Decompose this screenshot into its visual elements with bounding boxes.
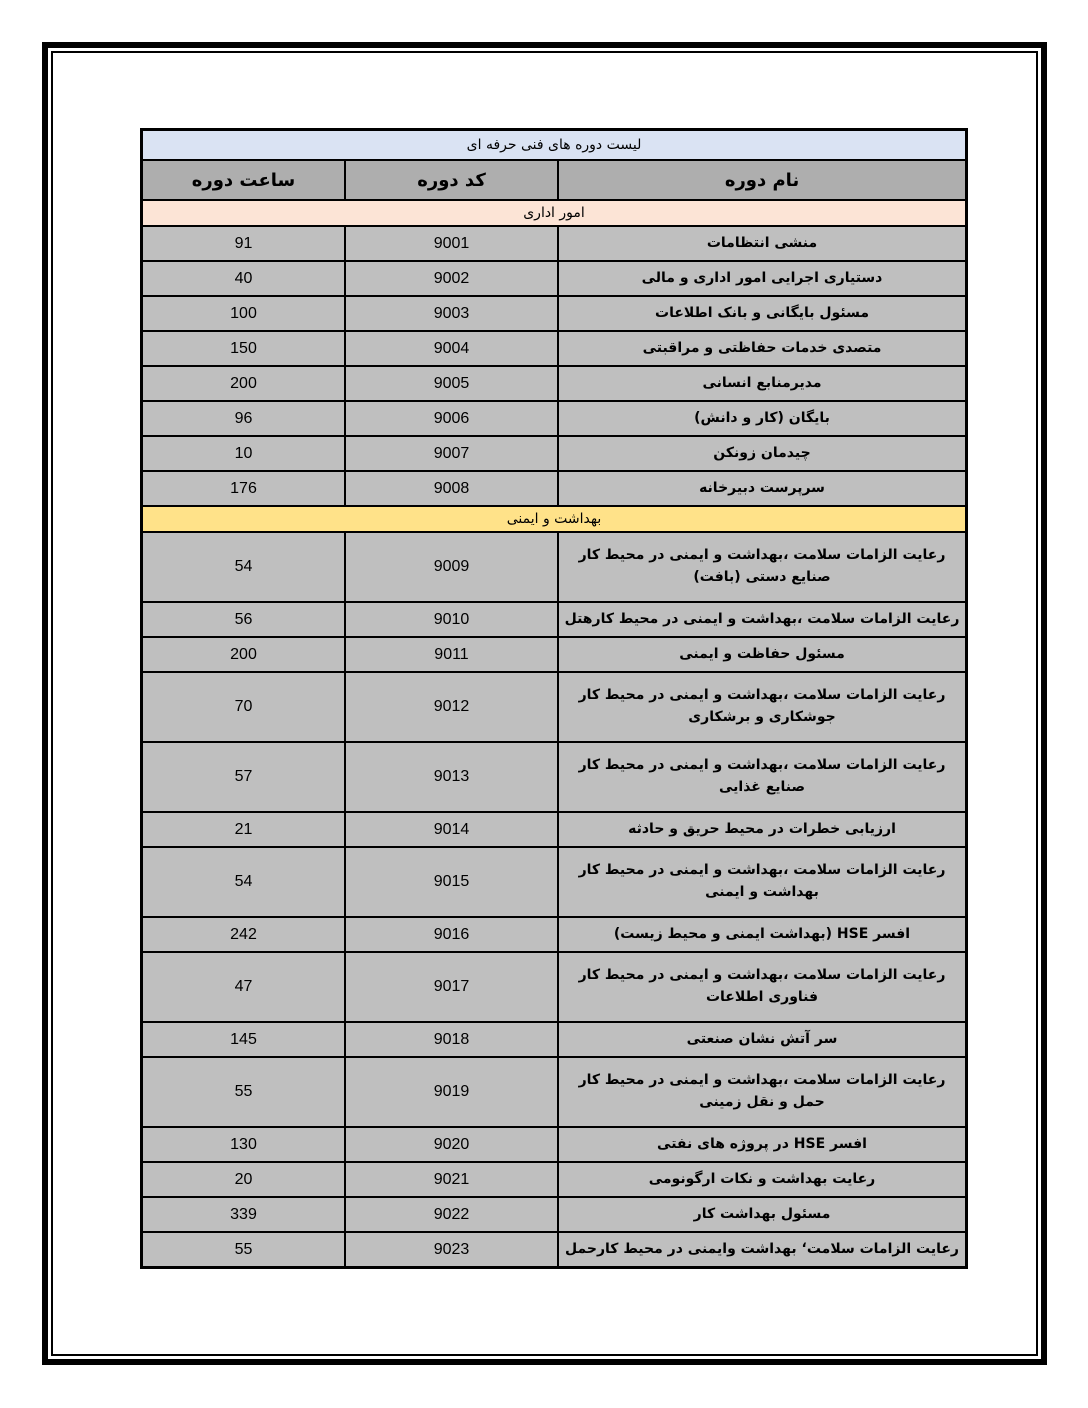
table-row <box>143 638 965 671</box>
table-row <box>143 743 965 811</box>
course-name-line-1: افسر HSE (بهداشت ایمنی و محیط زیست) <box>613 925 911 942</box>
table-row <box>143 297 965 330</box>
cell-code: 9022 <box>346 1198 557 1231</box>
cell-hours: 57 <box>143 743 344 811</box>
cell-name <box>559 297 965 330</box>
column-header-name: نام دوره <box>559 161 965 199</box>
cell-hours: 96 <box>143 402 344 435</box>
cell-hours: 339 <box>143 1198 344 1231</box>
cell-code: 9015 <box>346 848 557 916</box>
course-name-line-2: فناوری اطلاعات <box>705 989 819 1005</box>
cell-code: 9007 <box>346 437 557 470</box>
cell-hours: 200 <box>143 638 344 671</box>
cell-hours: 55 <box>143 1233 344 1266</box>
cell-code: 9016 <box>346 918 557 951</box>
cell-hours: 200 <box>143 367 344 400</box>
cell-code: 9019 <box>346 1058 557 1126</box>
course-name-line-2: جوشکاری و برشکاری <box>688 709 836 725</box>
cell-hours: 47 <box>143 953 344 1021</box>
cell-name <box>559 813 965 846</box>
section-header-label-1: بهداشت و ایمنی <box>143 507 965 531</box>
cell-hours: 20 <box>143 1163 344 1196</box>
cell-code: 9005 <box>346 367 557 400</box>
cell-name <box>559 1128 965 1161</box>
table-row <box>143 262 965 295</box>
table-row <box>143 402 965 435</box>
course-name-line-1: رعایت الزامات سلامت ،بهداشت و ایمنی در محیط کار <box>578 547 946 564</box>
course-name-line-1: ارزیابی خطرات در محیط حریق و حادثه <box>628 820 896 837</box>
cell-hours: 100 <box>143 297 344 330</box>
cell-name <box>559 1198 965 1231</box>
cell-name <box>559 227 965 260</box>
cell-code: 9003 <box>346 297 557 330</box>
cell-name <box>559 673 965 741</box>
course-name-line-1: دستیاری اجرایی امور اداری و مالی <box>641 269 883 286</box>
cell-name <box>559 603 965 636</box>
table-row <box>143 848 965 916</box>
table-row <box>143 953 965 1021</box>
cell-code: 9017 <box>346 953 557 1021</box>
course-name-line-2: حمل و نقل زمینی <box>699 1094 825 1110</box>
cell-name <box>559 332 965 365</box>
course-name-line-1: مدیرمنابع انسانی <box>702 374 822 391</box>
cell-name <box>559 1163 965 1196</box>
cell-name <box>559 533 965 601</box>
cell-hours: 130 <box>143 1128 344 1161</box>
cell-hours: 176 <box>143 472 344 505</box>
course-name-line-1: مسئول حفاظت و ایمنی <box>679 645 845 662</box>
table-row <box>143 673 965 741</box>
cell-hours: 55 <box>143 1058 344 1126</box>
cell-name <box>559 743 965 811</box>
course-name-line-1: چیدمان زونکن <box>713 444 811 461</box>
table-header-row <box>143 161 965 199</box>
cell-hours: 40 <box>143 262 344 295</box>
course-name-line-1: رعایت الزامات سلامت ،بهداشت و ایمنی در محیط کار <box>578 687 946 704</box>
course-name-line-1: بایگان (کار و دانش) <box>694 409 830 426</box>
cell-hours: 54 <box>143 848 344 916</box>
cell-name <box>559 953 965 1021</box>
cell-code: 9021 <box>346 1163 557 1196</box>
course-name-line-1: رعایت الزامات سلامت ،بهداشت و ایمنی در محیط کار <box>578 1072 946 1089</box>
cell-name <box>559 472 965 505</box>
cell-hours: 10 <box>143 437 344 470</box>
course-name-line-2: صنایع غذایی <box>718 779 806 795</box>
cell-code: 9011 <box>346 638 557 671</box>
cell-hours: 150 <box>143 332 344 365</box>
course-name-line-1: مسئول بایگانی و بانک اطلاعات <box>655 304 869 321</box>
cell-name <box>559 1233 965 1266</box>
table-row <box>143 918 965 951</box>
cell-name <box>559 638 965 671</box>
cell-code: 9002 <box>346 262 557 295</box>
course-name-line-1: سر آتش نشان صنعتی <box>686 1030 838 1047</box>
cell-name <box>559 1023 965 1056</box>
cell-code: 9001 <box>346 227 557 260</box>
table-row <box>143 533 965 601</box>
table-row <box>143 1023 965 1056</box>
table-row <box>143 1198 965 1231</box>
course-name-line-1: افسر HSE در پروژه های نفتی <box>657 1135 867 1152</box>
cell-name <box>559 918 965 951</box>
cell-code: 9009 <box>346 533 557 601</box>
cell-hours: 56 <box>143 603 344 636</box>
cell-name <box>559 402 965 435</box>
cell-name <box>559 367 965 400</box>
cell-name <box>559 262 965 295</box>
table-title: لیست دوره های فنی حرفه ای <box>143 131 965 159</box>
column-header-hours: ساعت دوره <box>143 161 344 199</box>
course-name-line-1: سرپرست دبیرخانه <box>699 479 825 496</box>
course-name-line-2: بهداشت و ایمنی <box>705 884 819 900</box>
course-name-line-1: رعایت الزامات سلامت ،بهداشت و ایمنی در محیط کار <box>578 862 946 879</box>
course-name-line-2: صنایع دستی (بافت) <box>693 569 831 585</box>
cell-hours: 70 <box>143 673 344 741</box>
table-row <box>143 367 965 400</box>
cell-hours: 54 <box>143 533 344 601</box>
course-name-line-1: متصدی خدمات حفاظتی و مراقبتی <box>642 339 882 356</box>
table-row <box>143 1233 965 1266</box>
cell-code: 9006 <box>346 402 557 435</box>
table-row <box>143 603 965 636</box>
section-header-row-1 <box>143 507 965 531</box>
section-header-label-0: امور اداری <box>143 201 965 225</box>
course-table <box>140 128 968 1269</box>
course-name-line-1: مسئول بهداشت کار <box>693 1205 831 1222</box>
table-row <box>143 1058 965 1126</box>
cell-hours: 242 <box>143 918 344 951</box>
course-name-line-1: رعایت الزامات سلامت ،بهداشت و ایمنی در محیط کار <box>578 757 946 774</box>
cell-hours: 21 <box>143 813 344 846</box>
cell-name <box>559 437 965 470</box>
column-header-code: کد دوره <box>346 161 557 199</box>
cell-hours: 145 <box>143 1023 344 1056</box>
table-row <box>143 1128 965 1161</box>
course-name-line-1: رعایت الزامات سلامت ،بهداشت و ایمنی در محیط کار <box>578 967 946 984</box>
cell-hours: 91 <box>143 227 344 260</box>
cell-name <box>559 1058 965 1126</box>
table-row <box>143 332 965 365</box>
cell-code: 9013 <box>346 743 557 811</box>
course-name-line-1: رعایت بهداشت و نکات ارگونومی <box>648 1170 876 1187</box>
table-row <box>143 1163 965 1196</box>
cell-code: 9008 <box>346 472 557 505</box>
table-row <box>143 227 965 260</box>
course-name-line-1: رعایت الزامات سلامت ،بهداشت و ایمنی در محیط کارهتل <box>564 610 960 627</box>
cell-code: 9010 <box>346 603 557 636</box>
cell-code: 9012 <box>346 673 557 741</box>
cell-code: 9004 <box>346 332 557 365</box>
cell-code: 9020 <box>346 1128 557 1161</box>
table-row <box>143 437 965 470</box>
table-row <box>143 472 965 505</box>
table-title-row <box>143 131 965 159</box>
section-header-row-0 <box>143 201 965 225</box>
cell-code: 9023 <box>346 1233 557 1266</box>
cell-code: 9014 <box>346 813 557 846</box>
cell-code: 9018 <box>346 1023 557 1056</box>
cell-name <box>559 848 965 916</box>
course-name-line-1: رعایت الزامات سلامت‘ بهداشت وایمنی در محیط کارحمل <box>565 1240 959 1257</box>
table-row <box>143 813 965 846</box>
course-name-line-1: منشی انتظامات <box>706 234 818 251</box>
